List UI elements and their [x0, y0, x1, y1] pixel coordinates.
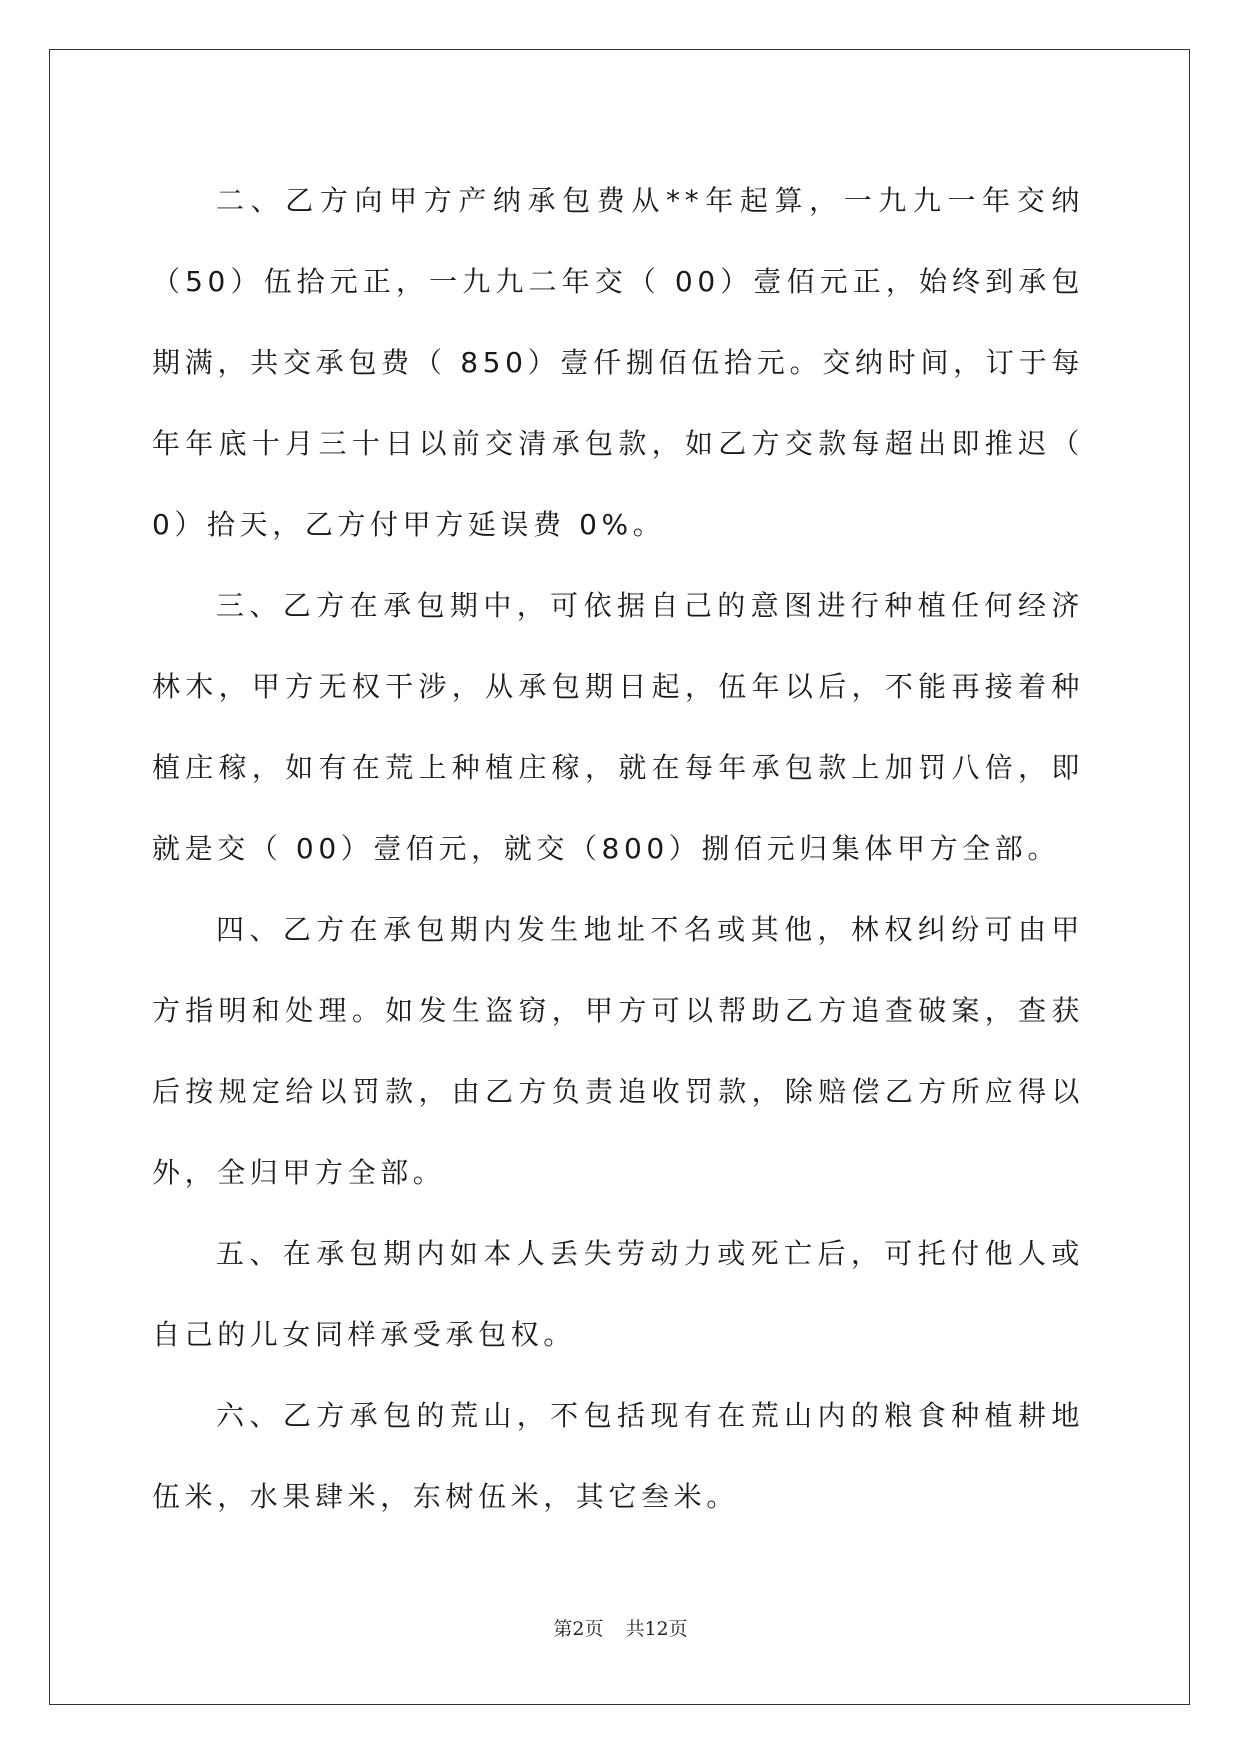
- paragraph-clause-3: 三、乙方在承包期中，可依据自己的意图进行种植任何经济林木，甲方无权干涉，从承包期日起，伍年以后，不能再接着种植庄稼，如有在荒上种植庄稼，就在每年承包款上加罚八倍，即就是交（ 00）壹佰元，就交（800）捌佰元归集体甲方全部。: [152, 589, 1084, 865]
- page-footer: [0, 1614, 1241, 1641]
- paragraph-clause-6: 六、乙方承包的荒山，不包括现有在荒山内的粮食种植耕地伍米，水果肆米，东树伍米，其它叁米。: [152, 1399, 1084, 1513]
- paragraph-clause-2: 二、乙方向甲方产纳承包费从**年起算，一九九一年交纳（50）伍拾元正，一九九二年交（ 00）壹佰元正，始终到承包期满，共交承包费（ 850）壹仟捌佰伍拾元。交纳时间，订于每年年底十月三十日以前交清承包款，如乙方交款每超出即推迟（ 0）拾天，乙方付甲方延误费 0%。: [152, 184, 1084, 541]
- paragraph-clause-4: 四、乙方在承包期内发生地址不名或其他，林权纠纷可由甲方指明和处理。如发生盗窃，甲方可以帮助乙方追查破案，查获后按规定给以罚款，由乙方负责追收罚款，除赔偿乙方所应得以外，全归甲方全部。: [152, 913, 1084, 1189]
- document-body: [152, 160, 1084, 1537]
- page-total: 共12页: [625, 1618, 688, 1640]
- paragraph-clause-5: 五、在承包期内如本人丢失劳动力或死亡后，可托付他人或自己的儿女同样承受承包权。: [152, 1237, 1084, 1351]
- page-number: 第2页: [553, 1618, 604, 1640]
